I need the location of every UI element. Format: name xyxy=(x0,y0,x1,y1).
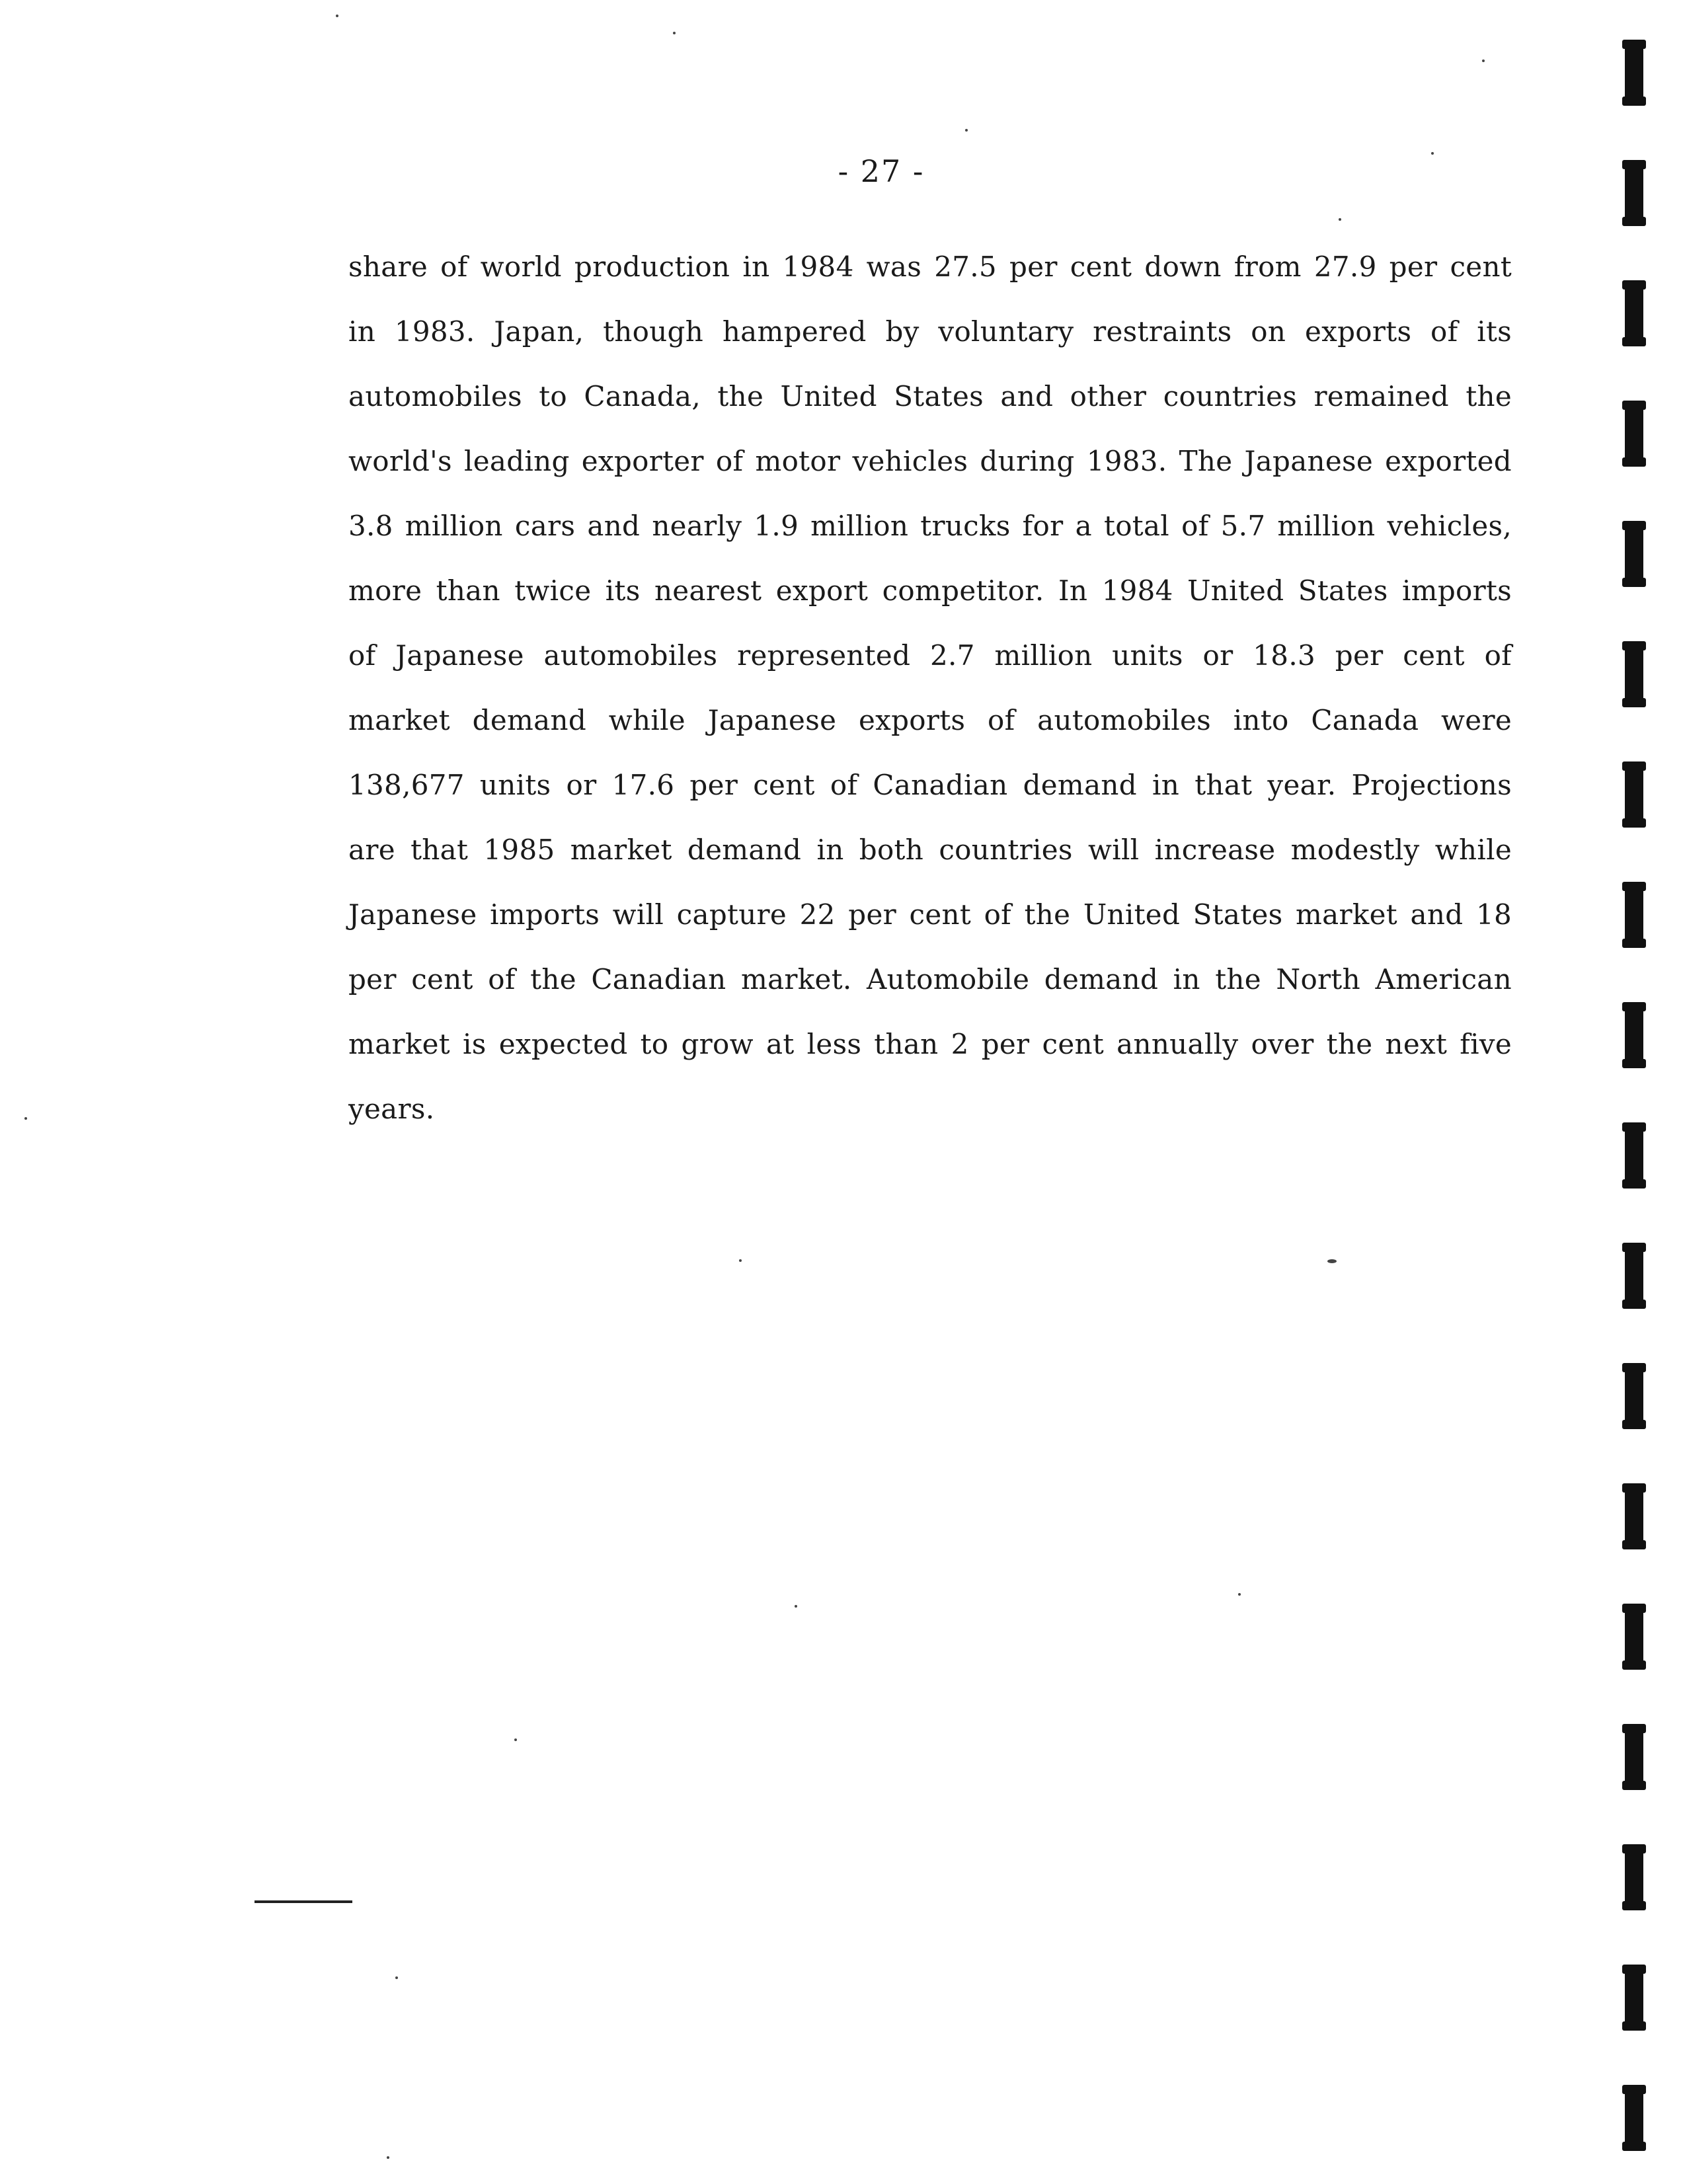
body-paragraph: share of world production in 1984 was 27.5 per cent down from 27.9 per cent in 1983. Japan, though hampered by voluntary restraints on exports of its automobiles to Canada, the United States and other countries remained the world's leading exporter of motor vehicles during 1983. The Japanese exported 3.8 million cars and nearly 1.9 million trucks for a total of 5.7 million vehicles, more than twice its nearest export competitor. In 1984 United States imports of Japanese automobiles represented 2.7 million units or 18.3 per cent of market demand while Japanese exports of automobiles into Canada were 138,677 units or 17.6 per cent of Canadian demand in that year. Projections are that 1985 market demand in both countries will increase modestly while Japanese imports will capture 22 per cent of the United States market and 18 per cent of the Canadian market. Automobile demand in the North American market is expected to grow at less than 2 per cent annually over the next five years. xyxy=(348,251,1512,1125)
binding-mark xyxy=(1625,882,1643,948)
binding-mark xyxy=(1625,2085,1643,2151)
scan-speck xyxy=(514,1738,517,1741)
scan-speck xyxy=(673,32,676,34)
binding-mark xyxy=(1625,641,1643,707)
scan-speck xyxy=(1431,152,1434,155)
scan-speck xyxy=(336,15,338,17)
binding-mark xyxy=(1625,40,1643,106)
binding-marks xyxy=(1622,33,1649,2175)
binding-mark xyxy=(1625,160,1643,226)
margin-rule xyxy=(254,1900,352,1903)
binding-mark xyxy=(1625,1604,1643,1670)
scan-speck xyxy=(1482,59,1485,62)
binding-mark xyxy=(1625,1243,1643,1309)
scan-speck xyxy=(739,1259,742,1262)
binding-mark xyxy=(1625,1002,1643,1068)
binding-mark xyxy=(1625,521,1643,587)
binding-mark xyxy=(1625,1483,1643,1549)
scan-speck xyxy=(1339,218,1341,221)
scan-speck xyxy=(395,1976,398,1979)
binding-mark xyxy=(1625,280,1643,346)
binding-mark xyxy=(1625,761,1643,828)
scan-speck xyxy=(387,2156,389,2159)
scan-speck xyxy=(1327,1259,1337,1263)
binding-mark xyxy=(1625,401,1643,467)
scan-speck xyxy=(1238,1593,1241,1596)
scan-speck xyxy=(24,1117,27,1120)
binding-mark xyxy=(1625,1724,1643,1790)
scan-speck xyxy=(795,1605,797,1608)
binding-mark xyxy=(1625,1844,1643,1910)
binding-mark xyxy=(1625,1122,1643,1189)
binding-mark xyxy=(1625,1363,1643,1429)
page-number: - 27 - xyxy=(838,153,925,189)
scan-speck xyxy=(965,129,968,132)
binding-mark xyxy=(1625,1965,1643,2031)
